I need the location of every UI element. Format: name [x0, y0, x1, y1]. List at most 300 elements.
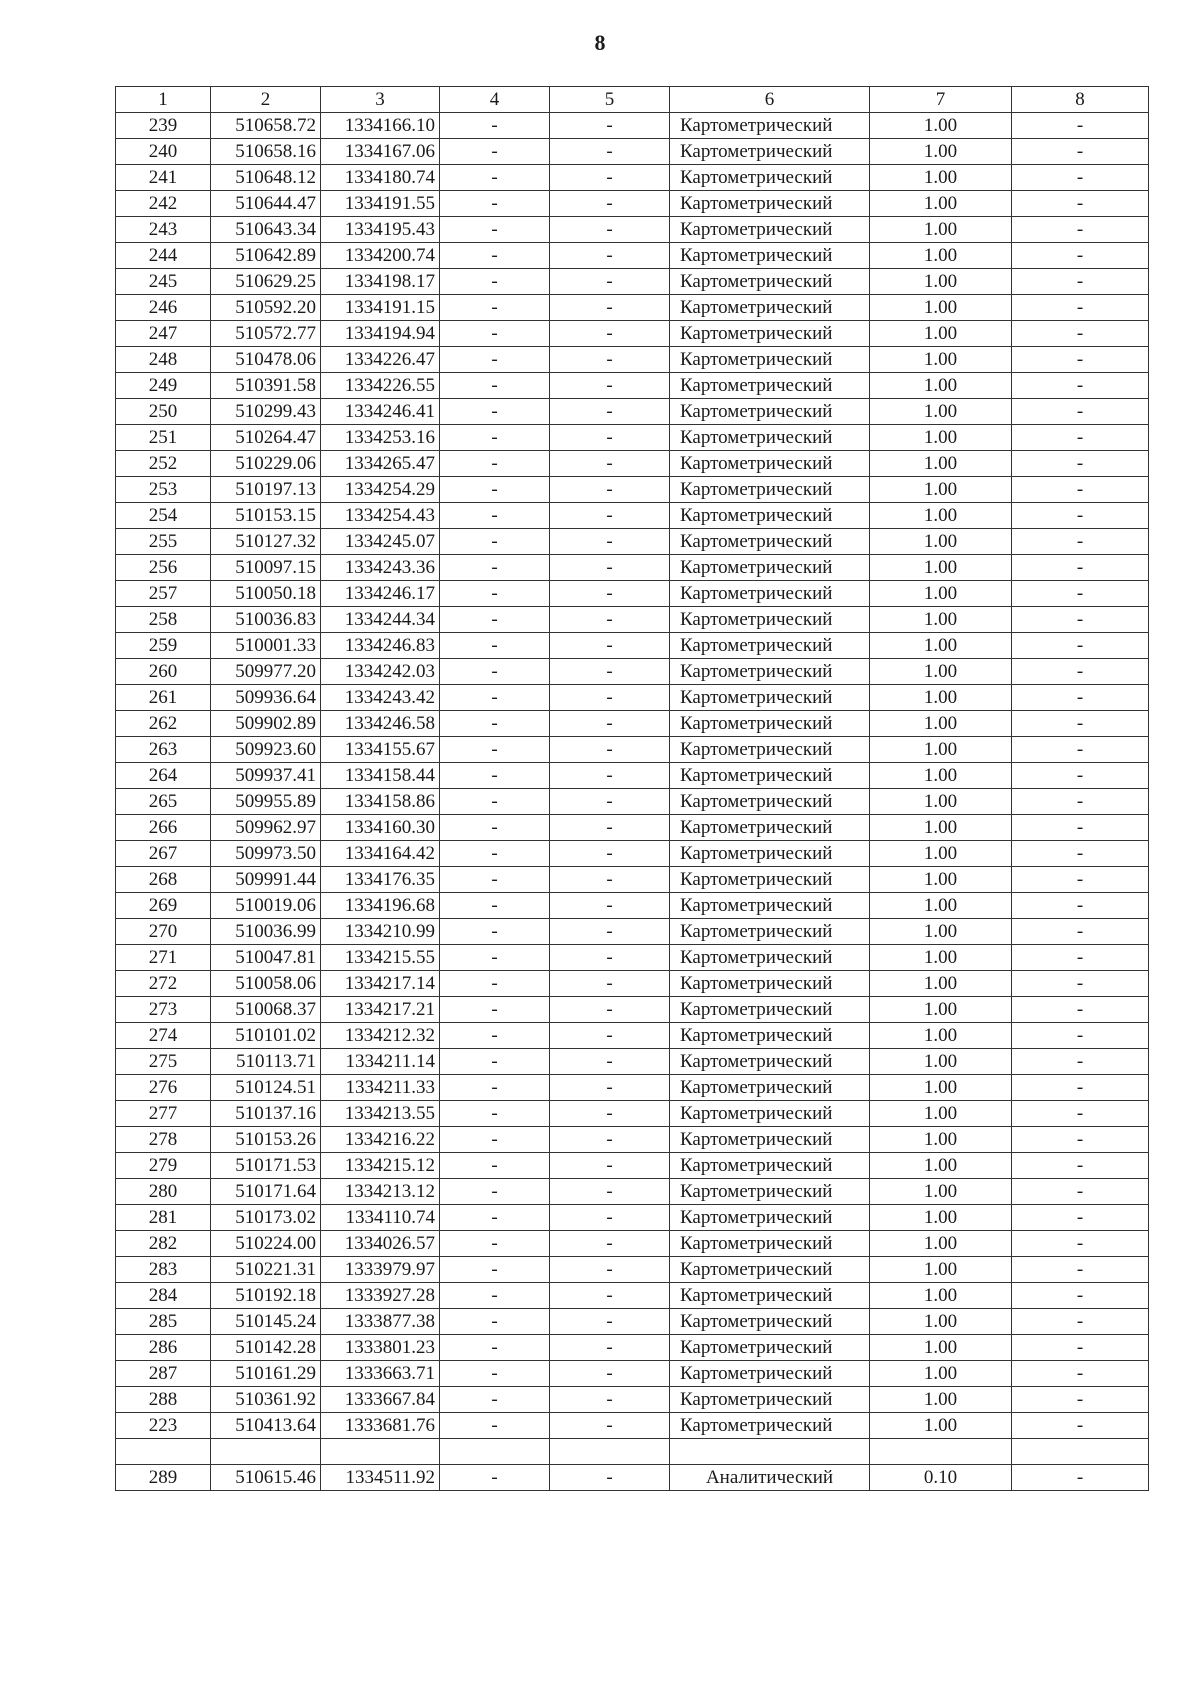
table-cell: - — [1012, 1361, 1149, 1387]
table-cell: - — [1012, 789, 1149, 815]
table-cell: Картометрический — [670, 919, 870, 945]
table-cell: - — [440, 1309, 550, 1335]
table-cell: - — [440, 867, 550, 893]
table-cell: 1333667.84 — [321, 1387, 440, 1413]
table-cell: Картометрический — [670, 1231, 870, 1257]
table-cell: - — [550, 295, 670, 321]
table-cell: 1334246.83 — [321, 633, 440, 659]
table-row — [116, 1439, 1149, 1465]
table-cell: 263 — [116, 737, 211, 763]
table-cell: - — [1012, 737, 1149, 763]
table-row — [116, 1413, 1149, 1439]
table-cell: 510036.83 — [211, 607, 321, 633]
table-row — [116, 607, 1149, 633]
table-cell: Картометрический — [670, 555, 870, 581]
table-cell: 1.00 — [870, 1127, 1012, 1153]
table-cell: 510658.16 — [211, 139, 321, 165]
column-header: 2 — [211, 87, 321, 113]
table-cell: Картометрический — [670, 1049, 870, 1075]
table-cell: - — [550, 971, 670, 997]
table-row — [116, 893, 1149, 919]
table-cell: 1334191.55 — [321, 191, 440, 217]
table-cell: 1.00 — [870, 373, 1012, 399]
table-cell: Картометрический — [670, 685, 870, 711]
table-cell: - — [550, 477, 670, 503]
table-cell: 510642.89 — [211, 243, 321, 269]
table-cell: 1334210.99 — [321, 919, 440, 945]
table-cell: 1.00 — [870, 659, 1012, 685]
table-cell: Картометрический — [670, 1179, 870, 1205]
table-cell: 277 — [116, 1101, 211, 1127]
table-cell: - — [550, 1309, 670, 1335]
table-cell: 1.00 — [870, 737, 1012, 763]
table-cell: - — [550, 633, 670, 659]
table-cell: - — [440, 633, 550, 659]
table-row — [116, 581, 1149, 607]
table-cell: 1334254.43 — [321, 503, 440, 529]
table-cell: - — [1012, 1127, 1149, 1153]
column-header: 1 — [116, 87, 211, 113]
table-cell: Картометрический — [670, 347, 870, 373]
table-cell: 510224.00 — [211, 1231, 321, 1257]
table-cell: - — [440, 607, 550, 633]
table-cell: 272 — [116, 971, 211, 997]
table-cell: 259 — [116, 633, 211, 659]
table-cell: 1.00 — [870, 139, 1012, 165]
table-row — [116, 113, 1149, 139]
table-cell: Картометрический — [670, 1387, 870, 1413]
table-row — [116, 633, 1149, 659]
table-cell: 287 — [116, 1361, 211, 1387]
table-cell: 1334158.44 — [321, 763, 440, 789]
table-cell: 1334196.68 — [321, 893, 440, 919]
table-cell: 510001.33 — [211, 633, 321, 659]
table-cell: 1334110.74 — [321, 1205, 440, 1231]
table-cell: 510615.46 — [211, 1465, 321, 1491]
table-cell: 1.00 — [870, 867, 1012, 893]
table-row — [116, 1179, 1149, 1205]
table-cell: - — [550, 113, 670, 139]
table-cell: 257 — [116, 581, 211, 607]
table-cell: - — [440, 971, 550, 997]
table-cell: 249 — [116, 373, 211, 399]
table-cell: Картометрический — [670, 945, 870, 971]
table-row — [116, 217, 1149, 243]
table-cell: Картометрический — [670, 295, 870, 321]
table-row — [116, 841, 1149, 867]
table-cell: - — [550, 685, 670, 711]
table-cell: 510101.02 — [211, 1023, 321, 1049]
table-cell: 510036.99 — [211, 919, 321, 945]
table-row — [116, 1257, 1149, 1283]
table-cell: - — [1012, 633, 1149, 659]
table-cell: - — [550, 1049, 670, 1075]
table-cell: 1334160.30 — [321, 815, 440, 841]
table-cell: 510050.18 — [211, 581, 321, 607]
table-cell: - — [1012, 1049, 1149, 1075]
table-cell: - — [550, 815, 670, 841]
table-cell: - — [1012, 711, 1149, 737]
table-cell: - — [440, 269, 550, 295]
table-cell: Картометрический — [670, 191, 870, 217]
table-cell: 1.00 — [870, 1257, 1012, 1283]
table-cell: 510047.81 — [211, 945, 321, 971]
table-row — [116, 555, 1149, 581]
column-header: 4 — [440, 87, 550, 113]
table-cell: - — [1012, 815, 1149, 841]
table-cell: - — [440, 1179, 550, 1205]
table-cell: - — [440, 1231, 550, 1257]
table-cell: - — [1012, 1465, 1149, 1491]
table-cell: - — [550, 945, 670, 971]
table-row — [116, 919, 1149, 945]
table-cell: - — [550, 659, 670, 685]
table-cell: 510142.28 — [211, 1335, 321, 1361]
table-cell: 1334215.12 — [321, 1153, 440, 1179]
table-row — [116, 1205, 1149, 1231]
table-cell: 261 — [116, 685, 211, 711]
table-cell: Картометрический — [670, 1257, 870, 1283]
table-cell: 276 — [116, 1075, 211, 1101]
table-row — [116, 347, 1149, 373]
table-cell: - — [440, 1465, 550, 1491]
table-cell: 289 — [116, 1465, 211, 1491]
table-cell: 1334217.14 — [321, 971, 440, 997]
table-cell: 510264.47 — [211, 425, 321, 451]
table-cell: 1334244.34 — [321, 607, 440, 633]
table-cell: 1333663.71 — [321, 1361, 440, 1387]
table-cell: - — [1012, 243, 1149, 269]
table-cell: - — [550, 1413, 670, 1439]
table-cell: 510192.18 — [211, 1283, 321, 1309]
table-cell: 509973.50 — [211, 841, 321, 867]
table-cell: 510137.16 — [211, 1101, 321, 1127]
table-cell: 1.00 — [870, 243, 1012, 269]
table-row — [116, 763, 1149, 789]
table-cell: 1.00 — [870, 945, 1012, 971]
table-cell: 1334253.16 — [321, 425, 440, 451]
table-row — [116, 399, 1149, 425]
table-cell: - — [1012, 1153, 1149, 1179]
table-cell: Картометрический — [670, 737, 870, 763]
table-row — [116, 269, 1149, 295]
table-cell: Картометрический — [670, 451, 870, 477]
table-cell: - — [550, 347, 670, 373]
table-cell: 1334211.14 — [321, 1049, 440, 1075]
table-cell: 1334198.17 — [321, 269, 440, 295]
table-cell: 1334200.74 — [321, 243, 440, 269]
table-cell: 260 — [116, 659, 211, 685]
table-cell: 509937.41 — [211, 763, 321, 789]
table-cell: Картометрический — [670, 503, 870, 529]
table-cell: 510644.47 — [211, 191, 321, 217]
table-cell: - — [550, 789, 670, 815]
table-cell: 1.00 — [870, 1387, 1012, 1413]
table-cell: - — [1012, 269, 1149, 295]
table-cell: - — [1012, 529, 1149, 555]
column-header: 5 — [550, 87, 670, 113]
table-cell: 510648.12 — [211, 165, 321, 191]
table-cell: Картометрический — [670, 659, 870, 685]
table-cell: 1333979.97 — [321, 1257, 440, 1283]
table-cell: 1.00 — [870, 1101, 1012, 1127]
table-cell: 510068.37 — [211, 997, 321, 1023]
table-cell: Картометрический — [670, 399, 870, 425]
table-cell: - — [440, 477, 550, 503]
table-cell: 510391.58 — [211, 373, 321, 399]
table-cell: 1.00 — [870, 503, 1012, 529]
table-cell: - — [440, 945, 550, 971]
table-cell: 510478.06 — [211, 347, 321, 373]
table-cell: 1.00 — [870, 919, 1012, 945]
table-cell: 510629.25 — [211, 269, 321, 295]
table-cell: Картометрический — [670, 763, 870, 789]
table-cell: - — [550, 841, 670, 867]
table-cell: - — [550, 763, 670, 789]
table-cell: 1334246.41 — [321, 399, 440, 425]
table-cell: - — [1012, 139, 1149, 165]
table-cell: - — [550, 867, 670, 893]
table-cell: 1333801.23 — [321, 1335, 440, 1361]
table-cell: 510299.43 — [211, 399, 321, 425]
table-cell: 264 — [116, 763, 211, 789]
table-cell: 1334211.33 — [321, 1075, 440, 1101]
table-cell: - — [440, 685, 550, 711]
table-row — [116, 1127, 1149, 1153]
table-cell: - — [440, 399, 550, 425]
table-cell: - — [550, 607, 670, 633]
table-cell: 1334180.74 — [321, 165, 440, 191]
table-row — [116, 529, 1149, 555]
table-cell: 510229.06 — [211, 451, 321, 477]
table-cell: - — [550, 1283, 670, 1309]
table-cell: - — [550, 243, 670, 269]
table-cell: 1.00 — [870, 971, 1012, 997]
table-cell: 510097.15 — [211, 555, 321, 581]
table-row — [116, 295, 1149, 321]
table-cell: 1334166.10 — [321, 113, 440, 139]
table-cell: 1.00 — [870, 607, 1012, 633]
table-cell: - — [440, 997, 550, 1023]
table-cell: 1.00 — [870, 217, 1012, 243]
table-cell: - — [440, 451, 550, 477]
table-cell: Картометрический — [670, 1309, 870, 1335]
table-cell: Картометрический — [670, 1361, 870, 1387]
table-cell: - — [1012, 217, 1149, 243]
table-cell: 1.00 — [870, 789, 1012, 815]
table-cell: 1.00 — [870, 581, 1012, 607]
table-cell: 510171.64 — [211, 1179, 321, 1205]
table-cell: Картометрический — [670, 1153, 870, 1179]
table-cell: - — [550, 1387, 670, 1413]
table-cell: Картометрический — [670, 529, 870, 555]
table-cell: 1334026.57 — [321, 1231, 440, 1257]
table-cell: - — [440, 815, 550, 841]
table-cell: - — [440, 1283, 550, 1309]
table-cell: - — [440, 893, 550, 919]
table-cell: 1.00 — [870, 425, 1012, 451]
table-cell: - — [1012, 1283, 1149, 1309]
table-cell: - — [550, 1101, 670, 1127]
table-cell: Картометрический — [670, 1335, 870, 1361]
table-cell: 510127.32 — [211, 529, 321, 555]
table-cell: 510113.71 — [211, 1049, 321, 1075]
table-cell — [870, 1439, 1012, 1465]
table-cell: - — [440, 191, 550, 217]
table-cell: 274 — [116, 1023, 211, 1049]
table-cell: 268 — [116, 867, 211, 893]
table-cell: Картометрический — [670, 607, 870, 633]
table-cell: 241 — [116, 165, 211, 191]
table-row — [116, 815, 1149, 841]
table-cell: 1.00 — [870, 815, 1012, 841]
table-cell: 253 — [116, 477, 211, 503]
table-cell: - — [1012, 1205, 1149, 1231]
table-cell: 509936.64 — [211, 685, 321, 711]
table-cell: 243 — [116, 217, 211, 243]
table-cell: 1334191.15 — [321, 295, 440, 321]
table-cell: 1.00 — [870, 477, 1012, 503]
table-cell: 284 — [116, 1283, 211, 1309]
table-cell: 282 — [116, 1231, 211, 1257]
table-cell: - — [1012, 1101, 1149, 1127]
table-cell: 248 — [116, 347, 211, 373]
table-cell: - — [440, 425, 550, 451]
table-cell: 1.00 — [870, 555, 1012, 581]
table-cell: - — [440, 1361, 550, 1387]
table-cell: - — [440, 711, 550, 737]
table-cell: 1334254.29 — [321, 477, 440, 503]
table-cell: - — [1012, 1023, 1149, 1049]
table-cell: 1.00 — [870, 295, 1012, 321]
table-cell: - — [550, 1335, 670, 1361]
table-cell: - — [440, 1075, 550, 1101]
table-cell: - — [440, 659, 550, 685]
table-cell: - — [550, 373, 670, 399]
table-cell: 242 — [116, 191, 211, 217]
table-cell: 1334213.12 — [321, 1179, 440, 1205]
page-number: 8 — [594, 30, 606, 55]
table-cell: 250 — [116, 399, 211, 425]
table-cell: - — [550, 555, 670, 581]
table-cell: 510643.34 — [211, 217, 321, 243]
table-row — [116, 659, 1149, 685]
table-row — [116, 1465, 1149, 1491]
table-cell: 1.00 — [870, 841, 1012, 867]
table-cell: - — [440, 321, 550, 347]
table-row — [116, 789, 1149, 815]
table-row — [116, 425, 1149, 451]
table-cell: 1.00 — [870, 113, 1012, 139]
coordinates-table — [115, 86, 1149, 1491]
table-cell: Картометрический — [670, 1127, 870, 1153]
table-cell: - — [1012, 113, 1149, 139]
table-cell: - — [550, 1205, 670, 1231]
table-cell: 1.00 — [870, 451, 1012, 477]
table-cell: - — [440, 295, 550, 321]
table-cell: 255 — [116, 529, 211, 555]
table-cell: Картометрический — [670, 633, 870, 659]
table-cell: Картометрический — [670, 425, 870, 451]
table-cell: 509962.97 — [211, 815, 321, 841]
table-cell: Картометрический — [670, 139, 870, 165]
table-cell: 1334215.55 — [321, 945, 440, 971]
table-cell: 510124.51 — [211, 1075, 321, 1101]
table-cell: - — [550, 919, 670, 945]
table-row — [116, 711, 1149, 737]
table-cell: - — [550, 451, 670, 477]
table-cell: - — [440, 503, 550, 529]
table-cell: 1.00 — [870, 1231, 1012, 1257]
table-cell: - — [1012, 607, 1149, 633]
table-cell: Картометрический — [670, 893, 870, 919]
table-cell: - — [440, 373, 550, 399]
table-cell: - — [440, 1049, 550, 1075]
table-row — [116, 1049, 1149, 1075]
table-cell — [550, 1439, 670, 1465]
table-cell: 510161.29 — [211, 1361, 321, 1387]
table-cell: 1.00 — [870, 1309, 1012, 1335]
table-cell: Аналитический — [670, 1465, 870, 1491]
table-cell: 1.00 — [870, 1335, 1012, 1361]
table-cell: - — [550, 1361, 670, 1387]
table-cell: 1.00 — [870, 893, 1012, 919]
table-cell: - — [440, 1205, 550, 1231]
table-header-row — [116, 87, 1149, 113]
table-cell: Картометрический — [670, 477, 870, 503]
table-cell: 1.00 — [870, 1361, 1012, 1387]
table-cell: Картометрический — [670, 1101, 870, 1127]
table-cell: - — [550, 165, 670, 191]
table-cell: 254 — [116, 503, 211, 529]
table-cell: - — [1012, 867, 1149, 893]
table-cell: - — [550, 893, 670, 919]
table-cell: 509991.44 — [211, 867, 321, 893]
table-cell: Картометрический — [670, 815, 870, 841]
table-cell: - — [550, 1257, 670, 1283]
table-cell: 1334164.42 — [321, 841, 440, 867]
table-cell: 509977.20 — [211, 659, 321, 685]
table-cell: 1334194.94 — [321, 321, 440, 347]
table-cell: - — [1012, 1387, 1149, 1413]
table-cell: Картометрический — [670, 581, 870, 607]
table-cell: 1334226.55 — [321, 373, 440, 399]
table-cell: 1.00 — [870, 165, 1012, 191]
table-cell: 510413.64 — [211, 1413, 321, 1439]
table-cell: - — [550, 139, 670, 165]
table-cell: - — [440, 1413, 550, 1439]
table-cell: 510592.20 — [211, 295, 321, 321]
table-cell: 288 — [116, 1387, 211, 1413]
table-cell: 267 — [116, 841, 211, 867]
table-cell: - — [550, 425, 670, 451]
table-cell: 1.00 — [870, 1283, 1012, 1309]
table-cell: - — [1012, 581, 1149, 607]
table-cell: 244 — [116, 243, 211, 269]
table-cell: 1333681.76 — [321, 1413, 440, 1439]
table-cell: - — [1012, 503, 1149, 529]
table-cell: - — [550, 1127, 670, 1153]
table-cell: Картометрический — [670, 113, 870, 139]
table-cell: 1.00 — [870, 1153, 1012, 1179]
table-cell: 1334265.47 — [321, 451, 440, 477]
table-cell: 1.00 — [870, 763, 1012, 789]
table-cell: 510171.53 — [211, 1153, 321, 1179]
table-cell: 1334245.07 — [321, 529, 440, 555]
table-cell: 1.00 — [870, 633, 1012, 659]
table-cell: 1.00 — [870, 321, 1012, 347]
table-cell — [321, 1439, 440, 1465]
